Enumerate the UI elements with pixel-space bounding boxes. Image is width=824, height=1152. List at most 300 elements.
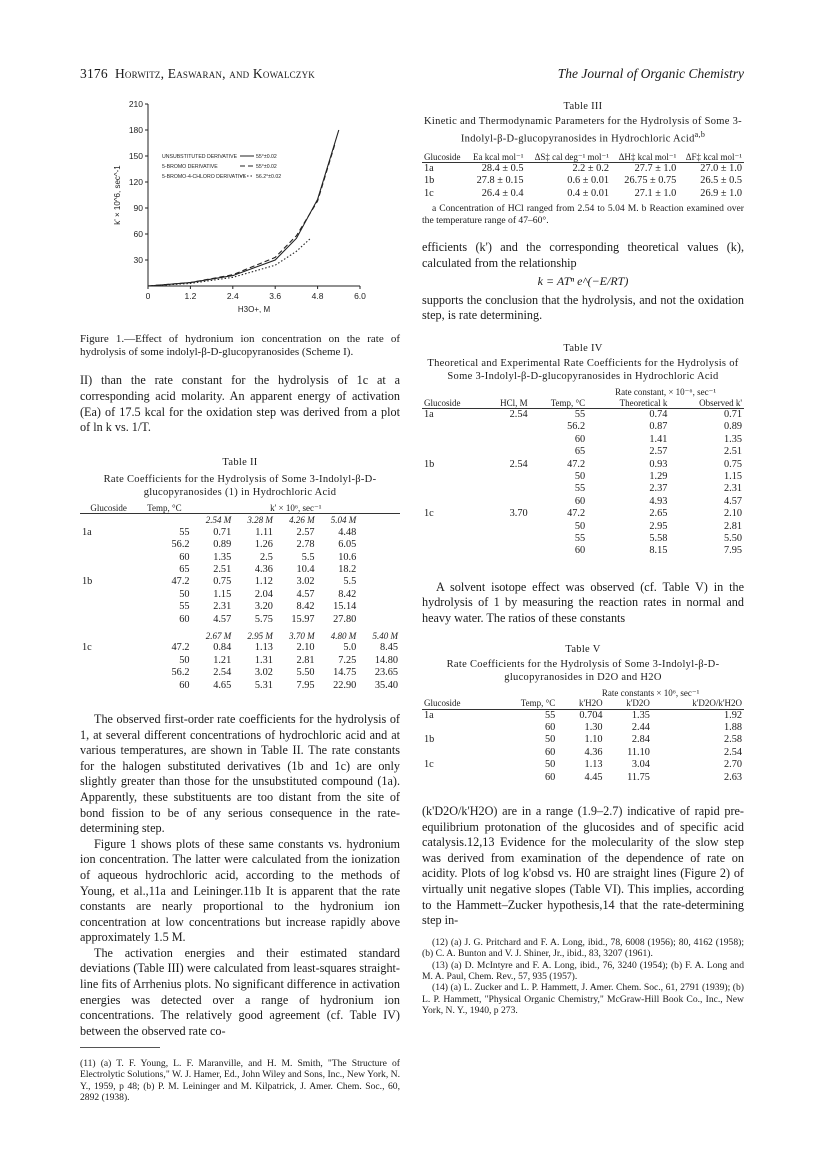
right-footnotes: [422, 937, 744, 1017]
table-cell: 5.0: [343, 642, 357, 654]
footnote: (13) (a) D. McIntyre and F. A. Long, ibid., 76, 3240 (1954); (b) F. A. Long and M. A. Paul, Chem. Rev., 57, 935 (1957).: [422, 959, 744, 983]
table-2-label: Table II: [222, 456, 258, 468]
table-cell: 8.45: [379, 642, 398, 654]
table-cell: [422, 446, 483, 458]
table-cell: 27.8 ± 0.15: [476, 175, 524, 187]
table-row: [422, 545, 744, 557]
table-row: [422, 471, 744, 483]
table-cell: 7.25: [338, 654, 357, 666]
table-row: [80, 564, 400, 576]
y-tick-label: 210: [128, 99, 143, 109]
table-5-header: k'D2O: [626, 698, 650, 709]
table-cell: 56.2: [171, 539, 190, 551]
table-cell: 1.29: [649, 471, 668, 483]
table-cell: [483, 496, 530, 508]
table-row: [422, 163, 744, 176]
journal-name: The Journal of Organic Chemistry: [557, 66, 744, 81]
table-row: [80, 680, 400, 692]
legend-note: 56.2°±0.02: [256, 174, 282, 180]
table-cell: 60: [574, 495, 586, 507]
table-cell: [483, 521, 530, 533]
table-4-header-rate: Rate constant, × 10⁻⁶, sec⁻¹: [615, 387, 717, 397]
table-2-concentration: 2.95 M: [247, 630, 273, 641]
table-cell: 11.10: [627, 746, 650, 758]
table-cell: 3.70: [509, 508, 528, 520]
table-cell: 2.57: [649, 446, 668, 458]
table-cell: 28.4 ± 0.5: [481, 163, 524, 174]
header-left: 3176 Horwitz, Easwaran, and Kowalczyk: [80, 66, 315, 81]
table-4-header: HCl, M: [500, 397, 528, 408]
table-cell: 2.65: [649, 508, 668, 520]
table-2-spacer: [358, 552, 400, 564]
table-cell: [80, 601, 137, 613]
x-tick-label: 0: [145, 291, 151, 301]
table-4-spacer: [483, 387, 530, 398]
table-cell: 50: [574, 471, 586, 483]
table-4: [422, 342, 744, 558]
table-cell: 5.58: [649, 533, 668, 545]
table-cell: 55: [544, 709, 556, 721]
table-cell: 5.50: [723, 533, 742, 545]
table-5-header: k'H2O: [578, 698, 603, 709]
table-row: [422, 734, 744, 746]
table-cell: [422, 421, 483, 433]
table-2-concentration: 5.40 M: [372, 630, 398, 641]
legend-label: 5-BROMO DERIVATIVE: [162, 164, 218, 170]
table-cell: 1.35: [631, 709, 650, 721]
left-column: [80, 96, 400, 1113]
table-cell: 15.97: [291, 613, 315, 625]
table-cell: 5.50: [296, 667, 315, 679]
table-4-spacer: [422, 387, 483, 398]
table-cell: [422, 521, 483, 533]
table-cell: 1.41: [649, 433, 668, 445]
table-4-header: Theoretical k: [619, 397, 668, 408]
table-cell: 10.4: [296, 563, 315, 575]
table-2-spacer: [358, 564, 400, 576]
table-cell: 50: [544, 734, 556, 746]
table-2-spacer: [137, 626, 191, 642]
table-cell: 0.71: [723, 409, 742, 420]
table-cell: 55: [574, 483, 586, 495]
table-cell: 1b: [424, 458, 435, 470]
table-3-label: Table III: [563, 101, 603, 112]
table-row: [422, 421, 744, 433]
table-cell: 26.5 ± 0.5: [700, 175, 742, 187]
table-cell: 50: [179, 654, 190, 666]
table-cell: 4.57: [296, 588, 315, 600]
table-cell: 7.95: [296, 679, 315, 691]
table-row: [80, 655, 400, 667]
table-cell: 56.2: [567, 421, 586, 433]
table-cell: 1.13: [254, 642, 273, 654]
table-2-spacer: [358, 527, 400, 539]
y-tick-label: 60: [133, 229, 143, 239]
table-cell: [483, 434, 530, 446]
table-cell: 1c: [424, 508, 434, 520]
table-cell: 1.92: [723, 709, 742, 721]
table-cell: 60: [179, 613, 190, 625]
table-cell: 50: [179, 588, 190, 600]
table-2-header-k: k' × 10⁶, sec⁻¹: [270, 502, 322, 513]
table-cell: 7.95: [723, 545, 742, 557]
x-tick-label: 1.2: [184, 291, 197, 301]
table-cell: 2.10: [296, 642, 315, 654]
table-row: [422, 434, 744, 446]
legend-label: 5-BROMO-4-CHLORO DERIVATIVE: [162, 174, 247, 180]
table-cell: [80, 589, 137, 601]
table-2-spacer: [80, 626, 137, 642]
table-cell: 3.02: [254, 667, 273, 679]
table-cell: 1.13: [584, 759, 603, 771]
table-4-header: Temp, °C: [550, 397, 586, 408]
table-cell: 5.5: [343, 576, 357, 588]
x-tick-label: 2.4: [226, 291, 239, 301]
table-cell: 5.31: [254, 679, 273, 691]
table-2-spacer: [358, 601, 400, 613]
table-cell: 8.15: [649, 545, 668, 557]
table-cell: [80, 655, 137, 667]
table-3-header: ΔF‡ kcal mol⁻¹: [685, 151, 742, 162]
table-cell: [422, 471, 483, 483]
x-axis-title: H3O+, M: [237, 305, 271, 314]
table-cell: 0.75: [213, 576, 232, 588]
table-cell: [422, 434, 483, 446]
rate-equation: k = ATⁿ e^(−E/RT): [537, 274, 629, 289]
table-cell: 1b: [82, 576, 93, 588]
table-5-grid: [422, 688, 744, 784]
table-cell: 2.70: [723, 759, 742, 771]
table-cell: 4.57: [213, 613, 232, 625]
table-cell: 0.704: [579, 709, 603, 721]
table-cell: [80, 680, 137, 692]
table-2-concentration: 4.26 M: [289, 515, 315, 526]
table-cell: 2.81: [723, 520, 742, 532]
table-cell: 1a: [424, 163, 434, 174]
table-2-spacer: [358, 514, 400, 527]
legend-label: UNSUBSTITUTED DERIVATIVE: [162, 154, 238, 160]
table-row: [422, 188, 744, 200]
table-cell: 6.05: [338, 539, 357, 551]
table-cell: 2.2 ± 0.2: [572, 163, 609, 174]
table-cell: 2.44: [631, 722, 650, 734]
table-row: [422, 508, 744, 520]
table-3-footnote: a Concentration of HCl ranged from 2.54 to 5.04 M. b Reaction examined over the temperature range of 47–60°.: [422, 203, 744, 226]
y-tick-label: 150: [128, 151, 143, 161]
table-cell: 0.93: [649, 458, 668, 470]
table-cell: 0.4 ± 0.01: [567, 187, 609, 199]
table-row: [80, 527, 400, 539]
table-cell: 1b: [424, 175, 435, 187]
table-2-concentration: 2.54 M: [205, 515, 232, 526]
table-cell: 60: [179, 679, 190, 691]
table-cell: 60: [544, 722, 556, 734]
table-cell: 2.31: [723, 483, 742, 495]
x-tick-label: 6.0: [354, 291, 366, 301]
table-cell: 3.02: [296, 576, 315, 588]
table-cell: 4.57: [723, 495, 742, 507]
table-row: [80, 642, 400, 654]
table-cell: 0.71: [213, 526, 232, 538]
table-row: [422, 459, 744, 471]
table-cell: 1c: [82, 642, 92, 654]
table-cell: 26.9 ± 1.0: [700, 187, 742, 199]
table-2-spacer: [80, 514, 137, 527]
table-cell: [483, 471, 530, 483]
table-cell: 2.54: [509, 409, 528, 420]
table-cell: 11.75: [627, 771, 650, 783]
table-3: [422, 100, 744, 226]
table-cell: 8.42: [296, 601, 315, 613]
table-cell: 22.90: [333, 679, 357, 691]
table-5-header: Temp, °C: [520, 698, 556, 709]
table-cell: 60: [179, 551, 190, 563]
table-3-header: Glucoside: [424, 151, 461, 162]
table-cell: 1.11: [255, 526, 273, 538]
table-3-header: ΔS‡ cal deg⁻¹ mol⁻¹: [534, 151, 609, 162]
left-paragraph-1: II) than the rate constant for the hydrolysis of 1c at a corresponding acid molarity. An apparent energy of activation (Ea) of 17.5 kcal for the oxidation step was derived from a plot of ln k vs. 1/T.: [80, 373, 400, 435]
table-cell: 2.54: [723, 746, 742, 758]
table-cell: 27.80: [333, 613, 357, 625]
x-tick-label: 4.8: [311, 291, 324, 301]
x-tick-label: 3.6: [269, 291, 282, 301]
y-tick-label: 90: [133, 203, 143, 213]
table-3-header: Ea kcal mol⁻¹: [473, 151, 524, 162]
footnote: (12) (a) J. G. Pritchard and F. A. Long, ibid., 78, 6008 (1956); 80, 4162 (1958); (b) C. A. Bunton and V. J. Shiner, Jr., ibid., 83, 3207 (1961).: [422, 936, 744, 960]
table-cell: 55: [574, 409, 586, 420]
table-cell: 47.2: [567, 458, 586, 470]
y-tick-label: 30: [133, 255, 143, 265]
table-2-concentration: 3.28 M: [247, 515, 273, 526]
table-2-header-glucoside: Glucoside: [90, 502, 127, 513]
figure-1-chart: [80, 96, 400, 318]
table-cell: 14.80: [374, 654, 398, 666]
table-2-title: Rate Coefficients for the Hydrolysis of Some 3-Indolyl-β-D-glucopyranosides (1) in Hydrochloric Acid: [103, 473, 377, 498]
table-cell: 1.12: [254, 576, 273, 588]
table-2: [80, 456, 400, 692]
table-cell: 60: [544, 746, 556, 758]
footnote: (14) (a) L. Zucker and L. P. Hammett, J. Amer. Chem. Soc., 61, 2791 (1939); (b) L. P. Hammett, "Physical Organic Chemistry," McGraw-Hill Book Co., Inc., New York, N. Y., 1940, p 273.: [422, 982, 744, 1017]
table-cell: 1a: [424, 409, 434, 420]
table-cell: 4.93: [649, 495, 668, 507]
table-cell: 1.35: [213, 551, 232, 563]
y-tick-label: 180: [128, 125, 143, 135]
table-cell: [80, 564, 137, 576]
table-row: [80, 576, 400, 588]
table-cell: 2.51: [723, 446, 742, 458]
table-cell: 60: [574, 545, 586, 557]
table-cell: 4.36: [584, 746, 603, 758]
table-row: [422, 521, 744, 533]
table-cell: 1.15: [723, 471, 742, 483]
table-cell: 0.6 ± 0.01: [567, 175, 609, 187]
table-cell: 10.6: [338, 551, 357, 563]
y-axis-title: k' × 10^6, sec^-1: [113, 165, 122, 225]
table-cell: 1.15: [213, 588, 232, 600]
table-cell: [483, 483, 530, 495]
table-cell: 2.57: [296, 526, 315, 538]
table-5-header-rate: Rate constants × 10⁶, sec⁻¹: [601, 687, 700, 698]
table-cell: 2.63: [723, 771, 742, 783]
table-row: [422, 709, 744, 722]
table-row: [422, 759, 744, 771]
table-2-header-temp: Temp, °C: [147, 502, 182, 513]
table-cell: 1b: [424, 734, 435, 746]
table-row: [422, 722, 744, 734]
table-5-spacer: [422, 688, 491, 699]
table-cell: 0.74: [649, 409, 668, 420]
table-cell: [80, 667, 137, 679]
table-cell: [80, 552, 137, 564]
table-cell: 1.21: [213, 654, 232, 666]
y-tick-label: 120: [128, 177, 143, 187]
table-cell: [422, 483, 483, 495]
right-paragraph-3: A solvent isotope effect was observed (cf. Table V) in the hydrolysis of 1 by measuring the reaction rates in normal and heavy water. The ratios of these constants: [422, 579, 744, 626]
table-5-header: k'D2O/k'H2O: [692, 698, 742, 709]
table-row: [80, 667, 400, 679]
table-row: [80, 552, 400, 564]
table-cell: 1.30: [584, 722, 603, 734]
table-cell: 47.2: [171, 642, 190, 654]
table-cell: 2.31: [213, 601, 232, 613]
figure-1-caption: Figure 1.—Effect of hydronium ion concentration on the rate of hydrolysis of some indolyl-β-D-glucopyranosides (Scheme I).: [80, 332, 400, 358]
footnote-rule: [80, 1047, 160, 1048]
table-cell: 47.2: [171, 576, 190, 588]
table-cell: 26.75 ± 0.75: [624, 175, 677, 187]
table-cell: 0.84: [213, 642, 232, 654]
table-2-spacer: [358, 539, 400, 551]
table-4-title: Theoretical and Experimental Rate Coefficients for the Hydrolysis of Some 3-Indolyl-β-D-glucopyranosides in Hydrochloric Acid: [427, 358, 739, 382]
left-paragraph-4: The activation energies and their estimated standard deviations (Table III) were calculated from least-squares straight-line fits of Arrhenius plots. No significant difference in activation energies was detected over a range of hydronium ion concentrations. The relatively good agreement (cf. Table IV) between the observed rate co-: [80, 945, 400, 1038]
right-column: [422, 100, 744, 1017]
table-cell: 0.89: [723, 421, 742, 433]
table-row: [422, 175, 744, 187]
table-row: [422, 496, 744, 508]
table-cell: 60: [544, 771, 556, 783]
table-2-concentration: 2.67 M: [205, 630, 232, 641]
table-5-title: Rate Coefficients for the Hydrolysis of Some 3-Indolyl-β-D-glucopyranosides in D2O and H2O: [446, 658, 720, 683]
table-4-spacer: [530, 387, 588, 398]
table-row: [422, 409, 744, 422]
table-5-spacer: [491, 688, 557, 699]
table-cell: 2.54: [213, 667, 232, 679]
table-cell: [80, 539, 137, 551]
table-row: [422, 446, 744, 458]
left-paragraph-3: Figure 1 shows plots of these same constants vs. hydronium ion concentration. The latter were calculated from the ionization of aqueous hydrochloric acid, according to the methods of Young, et al.,11a and Leininger.11b It is apparent that the rate constants are nearly proportional to the hydronium ion concentration at low concentrations but increase rapidly above approximately 1.5 M.: [80, 836, 400, 945]
table-row: [422, 747, 744, 759]
table-cell: 2.54: [509, 458, 528, 470]
table-cell: 0.87: [649, 421, 668, 433]
running-header: [80, 66, 744, 86]
table-cell: 1c: [424, 187, 434, 199]
table-cell: 65: [179, 563, 190, 575]
table-cell: 47.2: [567, 508, 586, 520]
table-2-concentration: 4.80 M: [330, 630, 357, 641]
table-cell: [483, 421, 530, 433]
table-cell: 1.26: [254, 539, 273, 551]
table-cell: 1.88: [723, 722, 742, 734]
table-cell: 14.75: [333, 667, 357, 679]
table-cell: 2.58: [723, 734, 742, 746]
table-5: [422, 643, 744, 784]
table-cell: 3.04: [631, 759, 650, 771]
table-cell: 2.84: [631, 734, 650, 746]
table-cell: 5.5: [301, 551, 315, 563]
table-cell: 4.65: [213, 679, 232, 691]
table-2-spacer: [358, 614, 400, 626]
right-paragraph-2: supports the conclusion that the hydrolysis, and not the oxidation step, is rate determining.: [422, 292, 744, 323]
table-cell: 2.81: [296, 654, 315, 666]
footnote-11: (11) (a) T. F. Young, L. F. Maranville, and H. M. Smith, "The Structure of Electrolytic Solutions," W. J. Hamer, Ed., John Wiley and Sons, Inc., New York, N. Y., 1959, p 48; (b) P. M. Leininger and M. Kilpatrick, J. Amer. Chem. Soc., 60, 2892 (1938).: [80, 1058, 400, 1104]
table-4-header: Observed k': [699, 397, 742, 408]
legend-note: 55°±0.02: [256, 154, 277, 160]
table-cell: 60: [574, 433, 586, 445]
table-cell: 4.45: [584, 771, 603, 783]
table-4-header: Glucoside: [424, 397, 461, 408]
right-paragraph-4: (k'D2O/k'H2O) are in a range (1.9–2.7) indicative of rapid pre-equilibrium protonation of the glucosides and of specific acid catalysis.12,13 Evidence for the molecularity of the slow step was derived from examination of the dependence of rate on acidity. Plots of log k'obsd vs. H0 are straight lines (Figure 2) of virtually unit negative slopes (Table VI). This implies, according to the Hammett–Zucker hypothesis,14 that the rate-determining step in-: [422, 804, 744, 928]
table-row: [422, 772, 744, 784]
table-row: [80, 601, 400, 613]
table-cell: [422, 545, 483, 557]
table-cell: 0.89: [213, 539, 232, 551]
table-cell: 2.95: [649, 520, 668, 532]
table-cell: [483, 446, 530, 458]
table-cell: 1.31: [254, 654, 273, 666]
table-2-concentration: 5.04 M: [330, 515, 357, 526]
table-row: [422, 483, 744, 495]
table-cell: 3.20: [254, 601, 273, 613]
left-paragraph-2: The observed first-order rate coefficients for the hydrolysis of 1, at several different concentrations of hydrochloric acid and at various temperatures, are shown in Table II. The rate constants for the halogen substituted derivatives (1b and 1c) are only slightly greater than those for the unsubstituted compound (1a). Apparently, these substituents are too distant from the site of bond fission to be of any serious consequence in the rate-determining step.: [80, 711, 400, 836]
table-3-grid: [422, 152, 744, 201]
table-cell: 4.48: [338, 526, 357, 538]
table-cell: 5.75: [254, 613, 273, 625]
table-3-header: ΔH‡ kcal mol⁻¹: [618, 151, 677, 162]
table-cell: 55: [574, 533, 586, 545]
table-row: [80, 614, 400, 626]
table-4-grid: [422, 387, 744, 558]
table-cell: 2.10: [723, 508, 742, 520]
table-cell: 35.40: [374, 679, 398, 691]
table-row: [80, 539, 400, 551]
table-cell: 1.35: [723, 433, 742, 445]
table-cell: [422, 533, 483, 545]
table-cell: 27.0 ± 1.0: [700, 163, 742, 174]
table-cell: 56.2: [171, 667, 190, 679]
table-cell: [422, 747, 491, 759]
table-2-spacer: [358, 589, 400, 601]
legend-note: 55°±0.02: [256, 164, 277, 170]
table-row: [422, 533, 744, 545]
right-paragraph-1: efficients (k') and the corresponding theoretical values (k), calculated from the relationship: [422, 240, 744, 270]
table-5-header: Glucoside: [424, 698, 461, 709]
table-cell: 8.42: [338, 588, 357, 600]
table-cell: 0.75: [723, 458, 742, 470]
table-cell: [80, 614, 137, 626]
table-cell: 1c: [424, 759, 434, 771]
table-cell: 65: [574, 446, 586, 458]
table-cell: 50: [574, 520, 586, 532]
table-cell: 27.1 ± 1.0: [634, 187, 677, 199]
table-cell: [422, 772, 491, 784]
table-cell: 2.04: [254, 588, 273, 600]
table-cell: 55: [179, 526, 190, 538]
table-cell: 2.37: [649, 483, 668, 495]
table-row: [80, 589, 400, 601]
table-2-grid: [80, 503, 400, 692]
table-4-label: Table IV: [563, 343, 603, 354]
table-2-spacer: [358, 576, 400, 588]
table-cell: 4.36: [254, 563, 273, 575]
